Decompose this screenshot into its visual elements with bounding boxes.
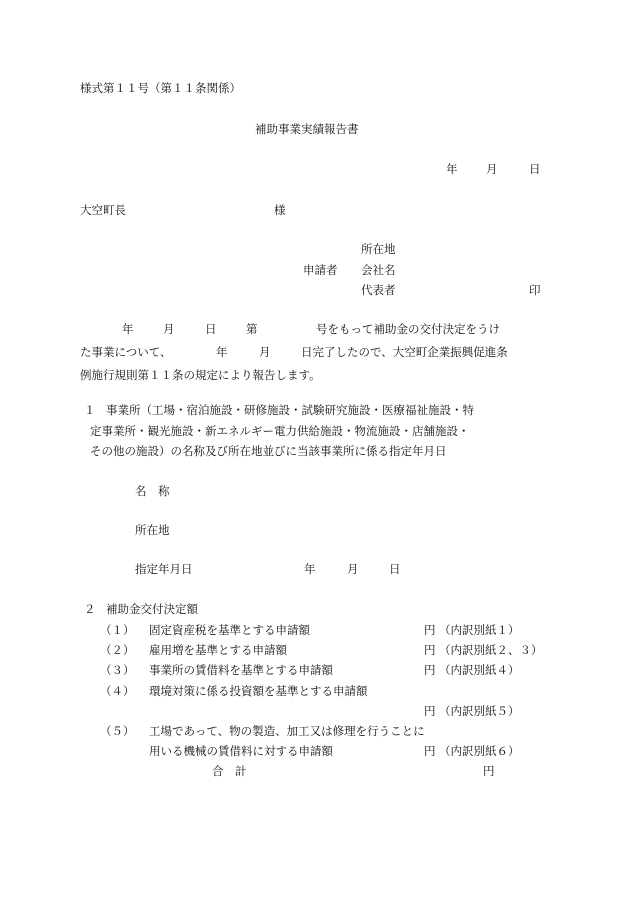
item5-yen: 円 (424, 744, 436, 758)
applicant-company-label: 会社名 (361, 263, 396, 277)
item5-label-line2: 用いる機械の賃借料に対する申請額 (149, 744, 333, 758)
section1-number: １ (84, 403, 96, 417)
date-year: 年 (446, 162, 458, 176)
seal-mark: 印 (529, 283, 541, 297)
item5-note: （内訳別紙６） (439, 744, 520, 758)
facility-name-label: 名 称 (135, 484, 170, 498)
body-line1-rest: 号をもって補助金の交付決定をうけ (316, 322, 500, 336)
item5-label: 工場であって、物の製造、加工又は修理を行うことに (149, 724, 425, 738)
item3-note: （内訳別紙４） (439, 663, 520, 677)
date-day: 日 (529, 162, 541, 176)
item5-number: （５） (100, 724, 135, 738)
item3-yen: 円 (424, 663, 436, 677)
item1-label: 固定資産税を基準とする申請額 (149, 623, 310, 637)
item4-note: （内訳別紙５） (439, 704, 520, 718)
form-number: 様式第１１号（第１１条関係） (80, 81, 241, 95)
designation-day: 日 (389, 562, 401, 576)
section2-number: ２ (84, 602, 96, 616)
item3-label: 事業所の賃借料を基準とする申請額 (149, 663, 333, 677)
item2-yen: 円 (424, 643, 436, 657)
item2-number: （２） (100, 643, 135, 657)
item2-label: 雇用増を基準とする申請額 (149, 643, 287, 657)
applicant-address-label: 所在地 (361, 242, 396, 256)
section1-line3: その他の施設）の名称及び所在地並びに当該事業所に係る指定年月日 (90, 444, 447, 458)
body-no: 第 (246, 322, 258, 336)
body-line2-start: た事業について、 (80, 345, 172, 359)
body-line2-month: 月 (259, 345, 271, 359)
body-month: 月 (163, 322, 175, 336)
addressee-name: 大空町長 (80, 203, 126, 217)
total-yen: 円 (483, 764, 495, 778)
item4-yen: 円 (424, 704, 436, 718)
body-line2-rest: 日完了したので、大空町企業振興促進条 (301, 345, 508, 359)
body-line2-year: 年 (216, 345, 228, 359)
facility-address-label: 所在地 (135, 523, 170, 537)
designation-month: 月 (347, 562, 359, 576)
item4-number: （４） (100, 684, 135, 698)
section1-line1: 事業所（工場・宿泊施設・研修施設・試験研究施設・医療福祉施設・特 (106, 403, 474, 417)
document-title: 補助事業実績報告書 (255, 122, 359, 136)
applicant-rep-label: 代表者 (361, 283, 396, 297)
item1-yen: 円 (424, 623, 436, 637)
item2-note: （内訳別紙２、３） (439, 643, 543, 657)
item1-number: （１） (100, 623, 135, 637)
item3-number: （３） (100, 663, 135, 677)
total-label: 合 計 (212, 764, 247, 778)
body-line3: 例施行規則第１１条の規定により報告します。 (80, 368, 321, 382)
designation-date-label: 指定年月日 (135, 562, 193, 576)
item1-note: （内訳別紙１） (439, 623, 520, 637)
section2-title: 補助金交付決定額 (106, 602, 198, 616)
applicant-label: 申請者 (303, 263, 338, 277)
body-year: 年 (122, 322, 134, 336)
item4-label: 環境対策に係る投資額を基準とする申請額 (149, 684, 368, 698)
section1-line2: 定事業所・観光施設・新エネルギー電力供給施設・物流施設・店舗施設・ (90, 424, 470, 438)
addressee-honorific: 様 (274, 203, 286, 217)
body-day: 日 (205, 322, 217, 336)
date-month: 月 (486, 162, 498, 176)
designation-year: 年 (304, 562, 316, 576)
